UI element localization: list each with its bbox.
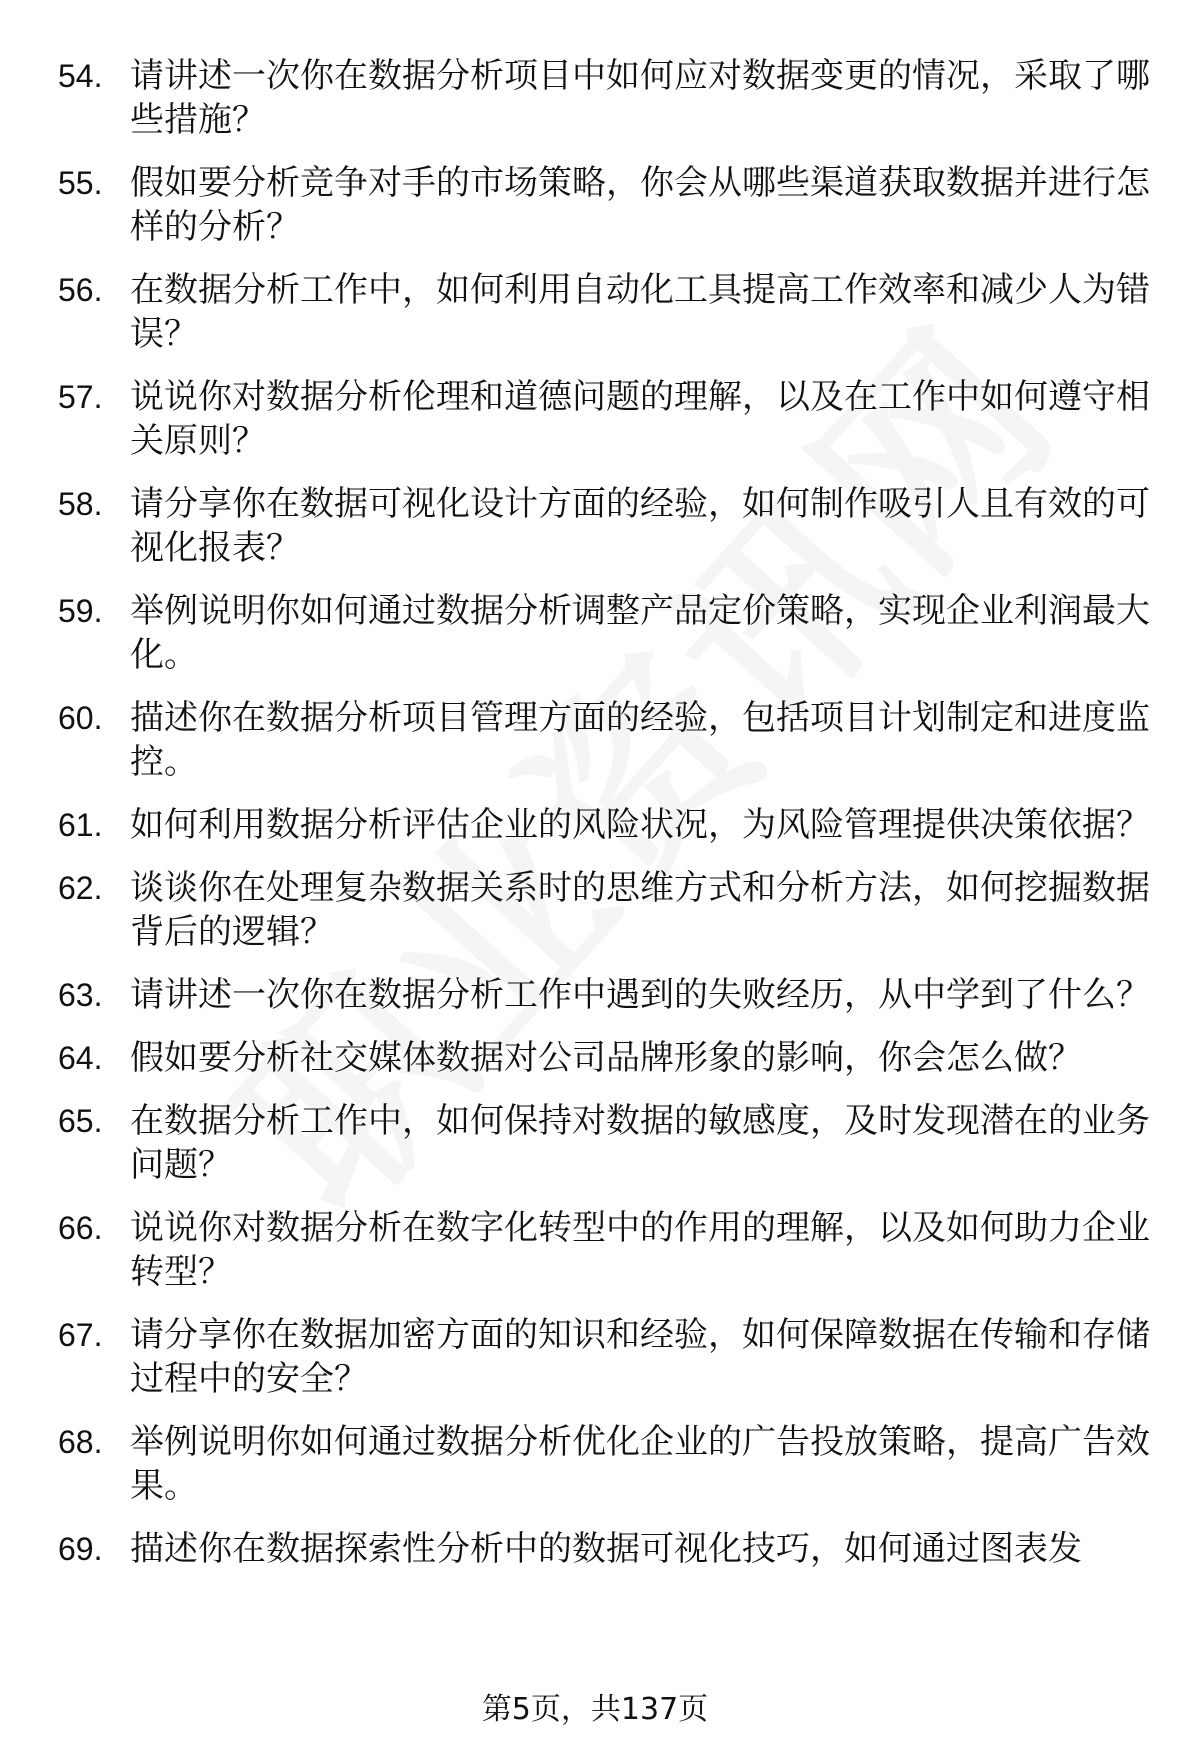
question-item xyxy=(58,696,1158,784)
question-text: 描述你在数据分析项目管理方面的经验，包括项目计划制定和进度监控。 xyxy=(130,698,1150,782)
question-number: 55. xyxy=(58,165,103,201)
question-item xyxy=(58,803,1158,847)
question-number: 67. xyxy=(58,1317,103,1353)
question-item xyxy=(58,268,1158,356)
question-item xyxy=(58,161,1158,249)
question-text: 假如要分析社交媒体数据对公司品牌形象的影响，你会怎么做？ xyxy=(130,1038,1082,1078)
question-item xyxy=(58,54,1158,142)
question-number: 62. xyxy=(58,870,103,906)
question-number: 56. xyxy=(58,272,103,308)
question-number: 60. xyxy=(58,700,103,736)
question-text: 说说你对数据分析伦理和道德问题的理解，以及在工作中如何遵守相关原则？ xyxy=(130,377,1150,461)
question-text: 请讲述一次你在数据分析项目中如何应对数据变更的情况，采取了哪些措施？ xyxy=(130,56,1150,140)
question-text: 如何利用数据分析评估企业的风险状况，为风险管理提供决策依据？ xyxy=(130,805,1150,845)
question-text: 举例说明你如何通过数据分析调整产品定价策略，实现企业利润最大化。 xyxy=(130,591,1150,675)
question-number: 64. xyxy=(58,1040,103,1076)
question-number: 63. xyxy=(58,977,103,1013)
question-text: 请分享你在数据加密方面的知识和经验，如何保障数据在传输和存储过程中的安全？ xyxy=(130,1315,1150,1399)
question-text: 假如要分析竞争对手的市场策略，你会从哪些渠道获取数据并进行怎样的分析？ xyxy=(130,163,1150,247)
question-text: 说说你对数据分析在数字化转型中的作用的理解，以及如何助力企业转型？ xyxy=(130,1208,1150,1292)
page-number: 第5页，共137页 xyxy=(481,1692,709,1727)
question-number: 59. xyxy=(58,593,103,629)
question-number: 65. xyxy=(58,1103,103,1139)
question-text: 在数据分析工作中，如何保持对数据的敏感度，及时发现潜在的业务问题？ xyxy=(130,1101,1150,1185)
question-item xyxy=(58,1420,1158,1508)
question-number: 61. xyxy=(58,807,103,843)
question-item xyxy=(58,1036,1158,1080)
question-text: 请讲述一次你在数据分析工作中遇到的失败经历，从中学到了什么？ xyxy=(130,975,1150,1015)
question-item xyxy=(58,1099,1158,1187)
question-item xyxy=(58,589,1158,677)
question-item xyxy=(58,973,1158,1017)
question-item xyxy=(58,1313,1158,1401)
question-item xyxy=(58,1206,1158,1294)
question-number: 58. xyxy=(58,486,103,522)
question-text: 举例说明你如何通过数据分析优化企业的广告投放策略，提高广告效果。 xyxy=(130,1422,1150,1506)
question-text: 谈谈你在处理复杂数据关系时的思维方式和分析方法，如何挖掘数据背后的逻辑？ xyxy=(130,868,1150,952)
question-item xyxy=(58,1527,1158,1571)
question-number: 68. xyxy=(58,1424,103,1460)
question-item xyxy=(58,482,1158,570)
question-number: 54. xyxy=(58,58,103,94)
question-text: 描述你在数据探索性分析中的数据可视化技巧，如何通过图表发 xyxy=(130,1529,1082,1569)
question-text: 在数据分析工作中，如何利用自动化工具提高工作效率和减少人为错误？ xyxy=(130,270,1150,354)
question-number: 66. xyxy=(58,1210,103,1246)
question-list xyxy=(58,54,1158,1590)
question-number: 69. xyxy=(58,1531,103,1567)
question-number: 57. xyxy=(58,379,103,415)
question-item xyxy=(58,866,1158,954)
question-item xyxy=(58,375,1158,463)
question-text: 请分享你在数据可视化设计方面的经验，如何制作吸引人且有效的可视化报表？ xyxy=(130,484,1150,568)
